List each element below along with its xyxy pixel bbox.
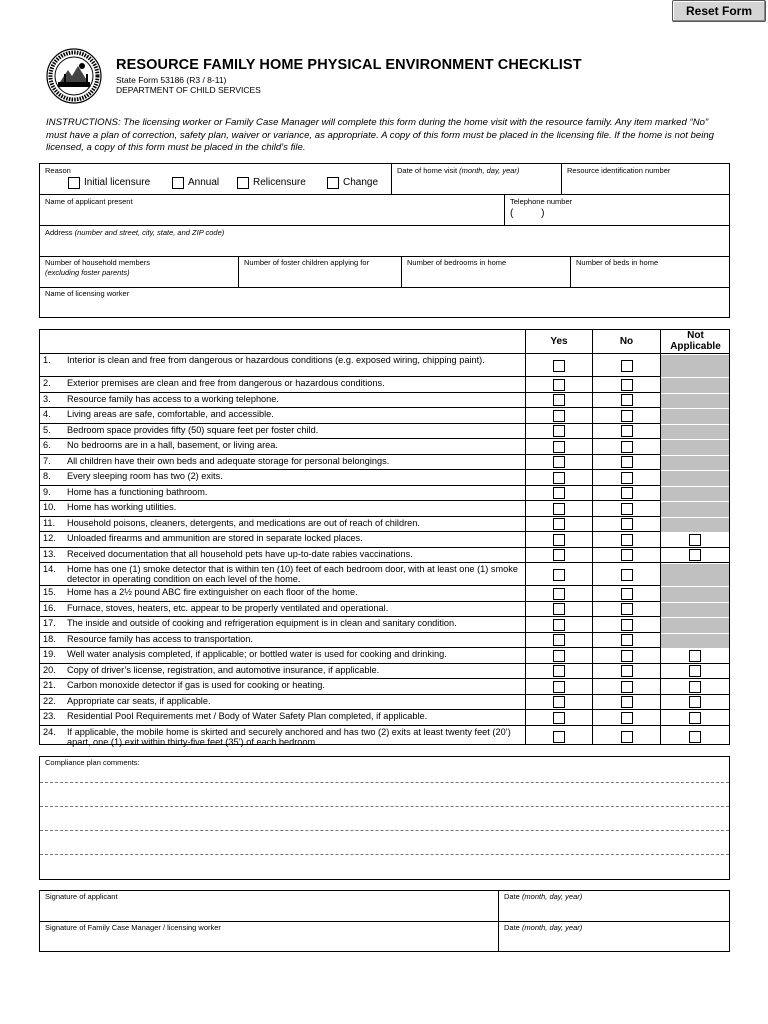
beds-field[interactable] [576, 258, 658, 267]
checklist-item-number: 6. [43, 440, 51, 450]
checklist-item-number: 21. [43, 680, 56, 690]
checklist-item-number: 2. [43, 378, 51, 388]
checkbox-no[interactable] [621, 603, 633, 615]
checklist-item-text: Well water analysis completed, if applicable; or bottled water is used for cooking and drinking. [67, 649, 447, 659]
checklist-item-number: 4. [43, 409, 51, 419]
worker-signature-field[interactable] [45, 923, 221, 932]
not-applicable-shaded-cell [661, 487, 729, 502]
checkbox-yes[interactable] [553, 549, 565, 561]
checkbox-no[interactable] [621, 534, 633, 546]
department-name: DEPARTMENT OF CHILD SERVICES [116, 85, 261, 95]
licensing-worker-field[interactable] [45, 289, 129, 298]
state-seal-icon [46, 48, 102, 104]
checkbox-no[interactable] [621, 681, 633, 693]
checklist-item-text: Bedroom space provides fifty (50) square feet per foster child. [67, 424, 319, 435]
checkbox-annual[interactable] [172, 177, 184, 189]
checkbox-no[interactable] [621, 425, 633, 437]
resource-id-label: Resource identification number [567, 166, 671, 175]
applicant-name-field[interactable] [45, 197, 133, 206]
checkbox-yes[interactable] [553, 360, 565, 372]
checkbox-no[interactable] [621, 472, 633, 484]
reason-label: Reason [45, 166, 71, 175]
reset-form-button[interactable]: Reset Form [672, 0, 766, 22]
checklist-item-number: 5. [43, 424, 51, 435]
checklist-item-text: Every sleeping room has two (2) exits. [67, 471, 223, 481]
not-applicable-shaded-cell [661, 502, 729, 517]
checklist-item-number: 10. [43, 502, 56, 512]
checkbox-not-applicable[interactable] [689, 650, 701, 662]
checkbox-no[interactable] [621, 379, 633, 391]
not-applicable-shaded-cell [661, 355, 729, 377]
not-applicable-shaded-cell [661, 378, 729, 393]
checklist-item-number: 22. [43, 695, 56, 706]
checklist-item-number: 23. [43, 711, 56, 721]
checklist-item-text: Appropriate car seats, if applicable. [67, 695, 211, 706]
checklist-item-text: Home has a 2½ pound ABC fire extinguisher on each floor of the home. [67, 587, 358, 597]
checkbox-no[interactable] [621, 518, 633, 530]
date-visit-label: Date of home visit [397, 166, 458, 175]
applicant-signature-field[interactable] [45, 892, 118, 901]
checkbox-yes[interactable] [553, 696, 565, 708]
worker-signature-label: Signature of Family Case Manager / licensing worker [45, 923, 221, 932]
checklist-item-text: Household poisons, cleaners, detergents, and medications are out of reach of children. [67, 517, 420, 528]
checkbox-no[interactable] [621, 634, 633, 646]
applicant-signature-label: Signature of applicant [45, 892, 118, 901]
checkbox-no[interactable] [621, 696, 633, 708]
telephone-label: Telephone number [510, 197, 573, 206]
reason-change: Change [343, 177, 379, 188]
household-members-label: Number of household members [45, 258, 151, 267]
checkbox-relicensure[interactable] [237, 177, 249, 189]
worker-date-field[interactable] [504, 923, 582, 932]
checkbox-yes[interactable] [553, 619, 565, 631]
not-applicable-shaded-cell [661, 456, 729, 471]
applicant-name-label: Name of applicant present [45, 197, 133, 206]
instructions: INSTRUCTIONS: The licensing worker or Family Case Manager will complete this form during the home visit with the resource family. Any item marked “No” must have a plan of correction, safety plan, waiver or variance, as appropriate. A copy of this form must be placed in the licensing file. If the home is not being licensed, a copy of this form must be placed in the child’s file. [46, 117, 715, 153]
form-number: State Form 53186 (R3 / 8-11) [116, 75, 227, 85]
not-applicable-shaded-cell [661, 440, 729, 455]
not-applicable-shaded-cell [661, 587, 729, 602]
checklist-item-text: Received documentation that all household pets have up-to-date rabies vaccinations. [67, 548, 413, 559]
checklist-item-text: Resource family has access to a working telephone. [67, 393, 279, 404]
resource-id-field[interactable] [567, 166, 670, 175]
address-field[interactable] [45, 228, 224, 237]
household-members-hint: (excluding foster parents) [45, 268, 130, 277]
checklist-item-text: Furnace, stoves, heaters, etc. appear to be properly ventilated and operational. [67, 602, 389, 613]
checklist-item-text: Home has a functioning bathroom. [67, 486, 208, 497]
checkbox-yes[interactable] [553, 681, 565, 693]
checkbox-yes[interactable] [553, 487, 565, 499]
not-applicable-shaded-cell [661, 634, 729, 649]
checkbox-not-applicable[interactable] [689, 696, 701, 708]
checkbox-not-applicable[interactable] [689, 731, 701, 743]
checklist-item-text: Unloaded firearms and ammunition are stored in separate locked places. [67, 533, 363, 543]
checkbox-yes[interactable] [553, 456, 565, 468]
checkbox-no[interactable] [621, 619, 633, 631]
checklist-item-number: 16. [43, 602, 56, 613]
compliance-comments-label: Compliance plan comments: [45, 758, 140, 767]
checkbox-yes[interactable] [553, 731, 565, 743]
not-applicable-shaded-cell [661, 518, 729, 533]
column-yes: Yes [550, 336, 568, 347]
checkbox-yes[interactable] [553, 712, 565, 724]
bedrooms-field[interactable] [407, 258, 506, 267]
checklist-item-text: Copy of driver’s license, registration, and automotive insurance, if applicable. [67, 664, 380, 675]
checkbox-yes[interactable] [553, 534, 565, 546]
checkbox-no[interactable] [621, 588, 633, 600]
address-label: Address [45, 228, 73, 237]
checklist-item-number: 12. [43, 533, 56, 543]
checkbox-not-applicable[interactable] [689, 681, 701, 693]
checkbox-yes[interactable] [553, 410, 565, 422]
checkbox-no[interactable] [621, 665, 633, 677]
not-applicable-shaded-cell [661, 425, 729, 440]
checkbox-yes[interactable] [553, 472, 565, 484]
worker-date-label: Date [504, 923, 520, 932]
checklist-item-number: 17. [43, 618, 56, 628]
checklist-item-number: 24. [43, 726, 56, 737]
compliance-comments-box[interactable] [39, 756, 730, 880]
checkbox-no[interactable] [621, 441, 633, 453]
reason-initial-licensure: Initial licensure [84, 177, 151, 188]
checkbox-yes[interactable] [553, 379, 565, 391]
checkbox-no[interactable] [621, 549, 633, 561]
foster-children-label: Number of foster children applying for [244, 258, 370, 267]
applicant-date-field[interactable] [504, 892, 582, 901]
checklist-item-text: Home has working utilities. [67, 502, 177, 512]
checkbox-no[interactable] [621, 503, 633, 515]
checklist-item-text: Carbon monoxide detector if gas is used for cooking or heating. [67, 680, 325, 690]
checkbox-yes[interactable] [553, 503, 565, 515]
checklist-item-number: 3. [43, 393, 51, 404]
applicant-date-label: Date [504, 892, 520, 901]
checkbox-not-applicable[interactable] [689, 712, 701, 724]
checkbox-no[interactable] [621, 650, 633, 662]
reason-annual: Annual [188, 177, 220, 188]
foster-children-field[interactable] [244, 258, 369, 267]
checklist-item-number: 8. [43, 471, 51, 481]
date-visit-hint: (month, day, year) [459, 166, 520, 175]
checklist-item-number: 9. [43, 486, 51, 497]
checkbox-no[interactable] [621, 487, 633, 499]
checklist-item-text: The inside and outside of cooking and refrigeration equipment is in clean and sanitary condition. [67, 618, 457, 628]
checklist-item-text: Resource family has access to transportation. [67, 633, 253, 644]
not-applicable-shaded-cell [661, 471, 729, 486]
checkbox-not-applicable[interactable] [689, 665, 701, 677]
reason-relicensure: Relicensure [253, 177, 306, 188]
checkbox-no[interactable] [621, 456, 633, 468]
checkbox-yes[interactable] [553, 441, 565, 453]
checkbox-no[interactable] [621, 569, 633, 581]
telephone-field[interactable]: ( ) [510, 208, 545, 219]
checklist-item-number: 11. [43, 517, 56, 528]
checkbox-no[interactable] [621, 410, 633, 422]
checkbox-yes[interactable] [553, 603, 565, 615]
checklist-item-number: 18. [43, 633, 56, 644]
checkbox-not-applicable[interactable] [689, 549, 701, 561]
checklist-item-number: 19. [43, 649, 56, 659]
checkbox-yes[interactable] [553, 634, 565, 646]
checklist-item-text: No bedrooms are in a hall, basement, or living area. [67, 440, 278, 450]
checklist-item-number: 14. [43, 564, 56, 574]
not-applicable-shaded-cell [661, 394, 729, 409]
checkbox-yes[interactable] [553, 569, 565, 581]
checklist-item-text: Living areas are safe, comfortable, and accessible. [67, 409, 274, 419]
checklist-item-text: Home has one (1) smoke detector that is within ten (10) feet of each bedroom door, with at least one (1) smoke detector in operating condition on each level of the home. [67, 564, 518, 585]
checkbox-yes[interactable] [553, 518, 565, 530]
column-no: No [619, 336, 634, 347]
checklist-item-number: 7. [43, 455, 51, 466]
checklist-item-number: 20. [43, 664, 56, 675]
not-applicable-shaded-cell [661, 564, 729, 586]
household-members-field[interactable] [45, 258, 150, 278]
beds-label: Number of beds in home [576, 258, 659, 267]
checkbox-initial-licensure[interactable] [68, 177, 80, 189]
checklist-item-text: Residential Pool Requirements met / Body of Water Safety Plan completed, if applicable. [67, 711, 428, 721]
checkbox-yes[interactable] [553, 650, 565, 662]
checklist-item-text: All children have their own beds and adequate storage for personal belongings. [67, 455, 390, 466]
bedrooms-label: Number of bedrooms in home [407, 258, 507, 267]
checkbox-yes[interactable] [553, 425, 565, 437]
checklist-item-number: 1. [43, 355, 51, 365]
worker-date-hint: (month, day, year) [521, 923, 583, 932]
column-not-applicable: Not Applicable [670, 330, 721, 352]
checkbox-no[interactable] [621, 394, 633, 406]
applicant-date-hint: (month, day, year) [521, 892, 583, 901]
checkbox-yes[interactable] [553, 394, 565, 406]
not-applicable-shaded-cell [661, 618, 729, 633]
checklist-item-text: Interior is clean and free from dangerous or hazardous conditions (e.g. exposed wiring, chipping paint). [67, 355, 485, 365]
checkbox-no[interactable] [621, 360, 633, 372]
checkbox-no[interactable] [621, 731, 633, 743]
form-title: RESOURCE FAMILY HOME PHYSICAL ENVIRONMENT CHECKLIST [116, 57, 582, 73]
checklist-item-number: 15. [43, 587, 56, 597]
not-applicable-shaded-cell [661, 409, 729, 424]
licensing-worker-label: Name of licensing worker [45, 289, 130, 298]
checklist-item-text: Exterior premises are clean and free from dangerous or hazardous conditions. [67, 378, 385, 388]
address-hint: (number and street, city, state, and ZIP code) [74, 228, 225, 237]
checklist-item-text: If applicable, the mobile home is skirted and securely anchored and has two (2) exits at least twenty feet (20’) apart, one (1) exit within thirty-five feet (35’) of each bedroom. [67, 726, 511, 747]
checkbox-no[interactable] [621, 712, 633, 724]
checkbox-yes[interactable] [553, 588, 565, 600]
checkbox-yes[interactable] [553, 665, 565, 677]
not-applicable-shaded-cell [661, 603, 729, 618]
date-visit-field[interactable] [397, 166, 519, 175]
checkbox-not-applicable[interactable] [689, 534, 701, 546]
checkbox-change[interactable] [327, 177, 339, 189]
checklist-item-number: 13. [43, 548, 56, 559]
